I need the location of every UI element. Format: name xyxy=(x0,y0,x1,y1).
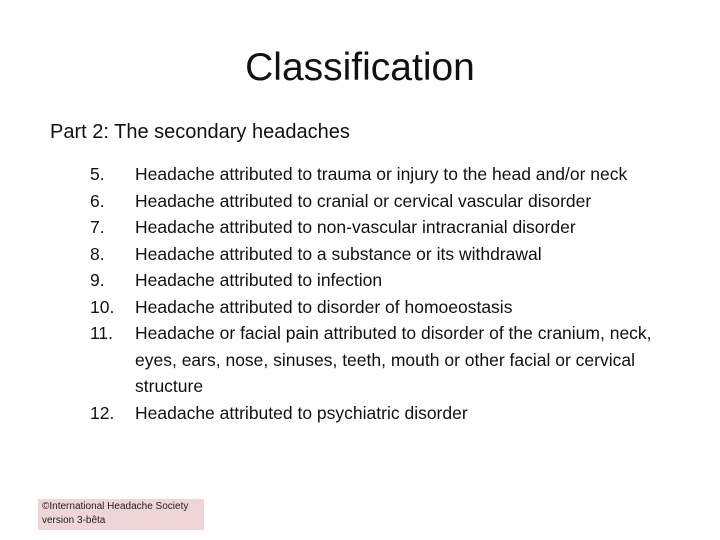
list-item-10 xyxy=(90,294,690,321)
list-item-8 xyxy=(90,241,690,268)
list-item-number: 12. xyxy=(90,402,115,423)
list-item-number: 6. xyxy=(90,190,105,211)
list-item-7 xyxy=(90,214,690,241)
list-item-5 xyxy=(90,161,690,188)
list-item-6 xyxy=(90,188,690,215)
list-item-text: Headache attributed to trauma or injury to the head and/or neck xyxy=(135,164,628,184)
list-item-12 xyxy=(90,400,690,427)
list-item-text: Headache attributed to disorder of homoeostasis xyxy=(135,296,513,317)
list-item-text: Headache attributed to non-vascular intracranial disorder xyxy=(135,217,576,237)
list-item-text: Headache attributed to psychiatric disorder xyxy=(135,402,468,423)
list-item-number: 10. xyxy=(90,296,115,317)
slide-title: Classification xyxy=(245,46,475,89)
list-item-number: 8. xyxy=(90,243,105,264)
list-item-number: 11. xyxy=(90,323,114,343)
list-item-text: Headache attributed to cranial or cervical vascular disorder xyxy=(135,190,592,211)
list-item-number: 9. xyxy=(90,270,105,290)
headache-classification-list xyxy=(90,161,690,426)
slide-subtitle: Part 2: The secondary headaches xyxy=(50,121,350,143)
list-item-text: Headache attributed to infection xyxy=(135,270,383,290)
list-item-11 xyxy=(90,320,690,400)
list-item-number: 7. xyxy=(90,217,105,237)
copyright-footer: ©International Headache Society version 3-bêta xyxy=(38,499,204,530)
list-item-number: 5. xyxy=(90,164,105,184)
list-item-9 xyxy=(90,267,690,294)
list-item-text: Headache or facial pain attributed to disorder of the cranium, neck, eyes, ears, nose, sinuses, teeth, mouth or other facial or cervical structure xyxy=(135,323,652,396)
list-item-text: Headache attributed to a substance or its withdrawal xyxy=(135,243,542,264)
